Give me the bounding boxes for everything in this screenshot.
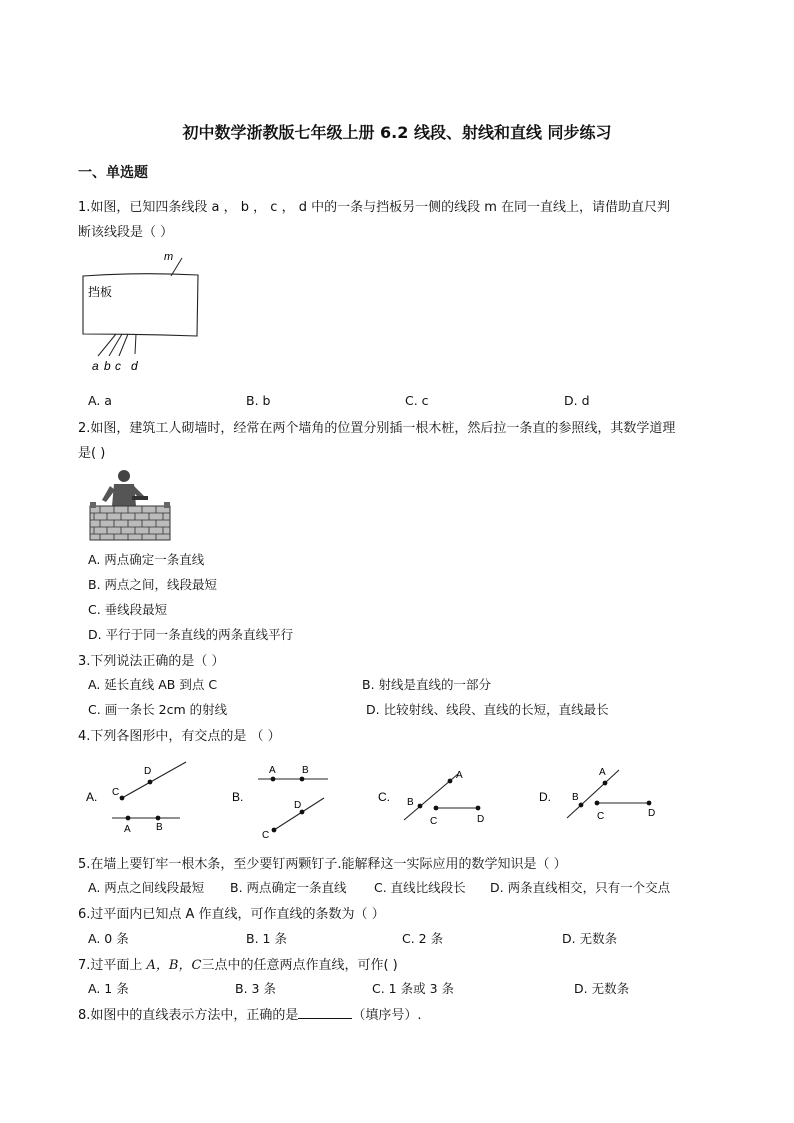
point-d <box>476 806 481 811</box>
page-title: 初中数学浙教版七年级上册 6.2 线段、射线和直线 同步练习 <box>182 123 612 142</box>
q4-figure-c[interactable] <box>374 764 494 830</box>
point-a <box>126 816 131 821</box>
q5-stem: 5.在墙上要钉牢一根木条，至少要钉两颗钉子.能解释这一实际应用的数学知识是（ ） <box>78 857 567 872</box>
q7-option-a[interactable]: A. 1 条 <box>88 981 129 996</box>
section-heading: 一、单选题 <box>78 165 148 181</box>
point-c <box>120 796 125 801</box>
q3-option-c[interactable]: C. 画一条长 2cm 的射线 <box>88 702 228 717</box>
q2-option-a[interactable]: A. 两点确定一条直线 <box>88 552 205 567</box>
board-shape <box>83 274 198 336</box>
label-a: A <box>269 765 276 776</box>
label-c: C <box>430 816 438 827</box>
point-b <box>156 816 161 821</box>
q2-stem-line2: 是( ) <box>78 446 106 461</box>
q5-option-d[interactable]: D. 两条直线相交，只有一个交点 <box>490 880 671 895</box>
q1-option-c[interactable]: C. c <box>405 393 429 408</box>
label-b: B <box>572 792 579 803</box>
brick-wall <box>90 502 170 540</box>
q1-board-figure <box>78 248 218 376</box>
label-b: B <box>407 797 414 808</box>
q6-option-c[interactable]: C. 2 条 <box>402 931 444 946</box>
q6-option-d[interactable]: D. 无数条 <box>562 931 618 946</box>
point-b <box>418 804 423 809</box>
label-d: D <box>477 814 485 825</box>
q2-option-c[interactable]: C. 垂线段最短 <box>88 602 168 617</box>
q4-stem: 4.下列各图形中，有交点的是 （ ） <box>78 729 281 744</box>
label-d: D <box>648 808 656 819</box>
label-a: A <box>124 824 131 835</box>
option-label: D. <box>539 790 551 804</box>
q7-points: A，B，C <box>146 958 202 973</box>
option-label: A. <box>86 790 98 804</box>
q3-option-a[interactable]: A. 延长直线 AB 到点 C <box>88 677 218 692</box>
q3-option-b[interactable]: B. 射线是直线的一部分 <box>362 677 492 692</box>
label-m: m <box>164 251 174 263</box>
label-c: C <box>262 830 270 841</box>
q7-option-d[interactable]: D. 无数条 <box>574 981 630 996</box>
point-a <box>603 781 608 786</box>
option-label: C. <box>378 790 390 804</box>
worker-figure <box>102 470 148 506</box>
label-d: D <box>144 766 152 777</box>
q7-option-b[interactable]: B. 3 条 <box>235 981 276 996</box>
point-b <box>300 777 305 782</box>
point-d <box>148 780 153 785</box>
q2-option-b[interactable]: B. 两点之间，线段最短 <box>88 577 218 592</box>
q4-figure-b[interactable] <box>228 762 338 842</box>
label-c: C <box>597 811 605 822</box>
q1-option-a[interactable]: A. a <box>88 393 112 408</box>
q1-stem-line2: 断该线段是（ ） <box>78 225 174 240</box>
q5-option-b[interactable]: B. 两点确定一条直线 <box>230 880 347 895</box>
q2-option-d[interactable]: D. 平行于同一条直线的两条直线平行 <box>88 627 294 642</box>
q7-stem-prefix: 7.过平面上 <box>78 958 147 973</box>
q1-stem-line1: 1.如图，已知四条线段 a ， b ， c ， d 中的一条与挡板另一侧的线段 m 在同一直线上，请借助直尺判 <box>78 200 671 215</box>
q8-stem <box>78 1004 422 1023</box>
label-c: c <box>115 359 121 373</box>
label-c: C <box>112 787 120 798</box>
label-a: A <box>599 767 606 778</box>
q4-figure-a[interactable] <box>82 758 202 838</box>
label-d: d <box>131 359 138 373</box>
q1-option-d[interactable]: D. d <box>564 393 590 408</box>
q5-option-c[interactable]: C. 直线比线段长 <box>374 880 466 895</box>
point-d <box>647 801 652 806</box>
ray-cd <box>122 762 186 798</box>
q2-worker-wall-image <box>88 466 172 542</box>
point-c <box>595 801 600 806</box>
segment-d <box>135 334 136 354</box>
q6-option-a[interactable]: A. 0 条 <box>88 931 129 946</box>
q6-stem: 6.过平面内已知点 A 作直线，可作直线的条数为（ ） <box>78 907 385 922</box>
q8-answer-blank[interactable] <box>298 1006 352 1019</box>
label-b: B <box>302 765 309 776</box>
q1-option-b[interactable]: B. b <box>246 393 271 408</box>
option-label: B. <box>232 790 244 804</box>
q7-option-c[interactable]: C. 1 条或 3 条 <box>372 981 455 996</box>
q3-stem: 3.下列说法正确的是（ ） <box>78 654 225 669</box>
label-b: B <box>156 822 163 833</box>
label-a: A <box>456 770 463 781</box>
q7-stem-suffix: 三点中的任意两点作直线，可作( ) <box>201 958 398 973</box>
q5-option-a[interactable]: A. 两点之间线段最短 <box>88 880 205 895</box>
label-b: b <box>104 359 111 373</box>
board-label: 挡板 <box>88 285 113 299</box>
point-a <box>271 777 276 782</box>
q7-stem <box>78 954 398 973</box>
segment-a <box>98 334 116 356</box>
q6-option-b[interactable]: B. 1 条 <box>246 931 287 946</box>
q8-stem-suffix: （填序号）. <box>352 1008 422 1023</box>
label-a: a <box>92 359 99 373</box>
q3-option-d[interactable]: D. 比较射线、线段、直线的长短，直线最长 <box>366 702 609 717</box>
point-c <box>434 806 439 811</box>
q4-figure-d[interactable] <box>535 764 665 830</box>
q8-stem-prefix: 8.如图中的直线表示方法中，正确的是 <box>78 1008 299 1023</box>
q2-stem-line1: 2.如图，建筑工人砌墙时，经常在两个墙角的位置分别插一根木桩，然后拉一条直的参照线，其数学道理 <box>78 421 676 436</box>
point-a <box>448 779 453 784</box>
label-d: D <box>294 800 302 811</box>
point-c <box>272 828 277 833</box>
point-b <box>579 803 584 808</box>
